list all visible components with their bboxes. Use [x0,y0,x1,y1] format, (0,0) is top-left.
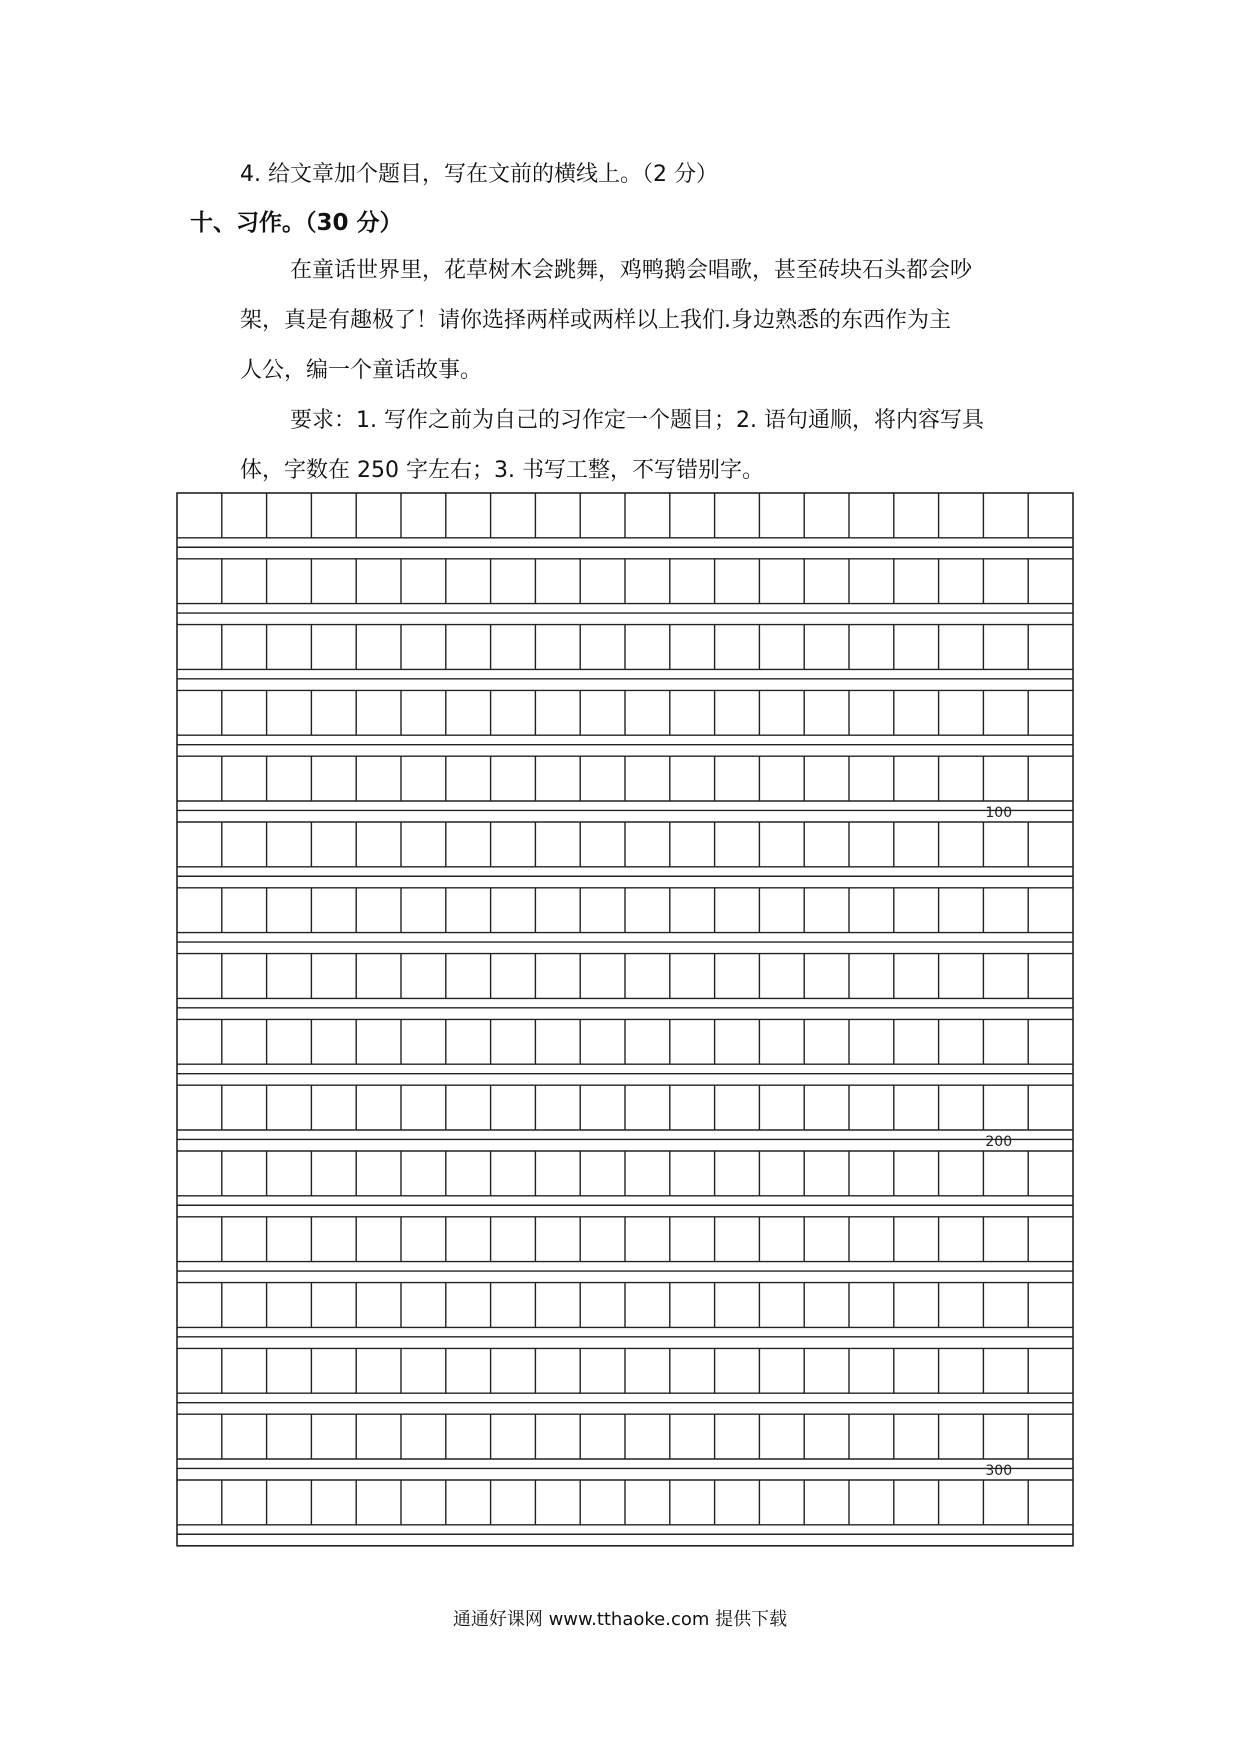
writing-grid[interactable] [176,492,1074,1547]
prompt-line-3: 人公，编一个童话故事。 [240,358,483,383]
word-count-marker: 300 [985,1463,1013,1479]
requirements-line-2: 体，字数在 250 字左右；3. 书写工整，不写错别字。 [240,458,764,483]
requirements-line-1: 要求：1. 写作之前为自己的习作定一个题目；2. 语句通顺，将内容写具 [290,408,984,433]
prompt-line-2: 架，真是有趣极了！请你选择两样或两样以上我们.身边熟悉的东西作为主 [240,308,951,333]
word-count-marker: 200 [985,1134,1013,1150]
section-heading: 十、习作。（30 分） [190,210,403,236]
word-count-marker: 100 [985,805,1013,821]
prompt-line-1: 在童话世界里，花草树木会跳舞，鸡鸭鹅会唱歌，甚至砖块石头都会吵 [290,258,973,283]
footer-credit: 通通好课网 www.tthaoke.com 提供下载 [452,1609,788,1630]
question-4: 4. 给文章加个题目，写在文前的横线上。（2 分） [240,162,718,187]
